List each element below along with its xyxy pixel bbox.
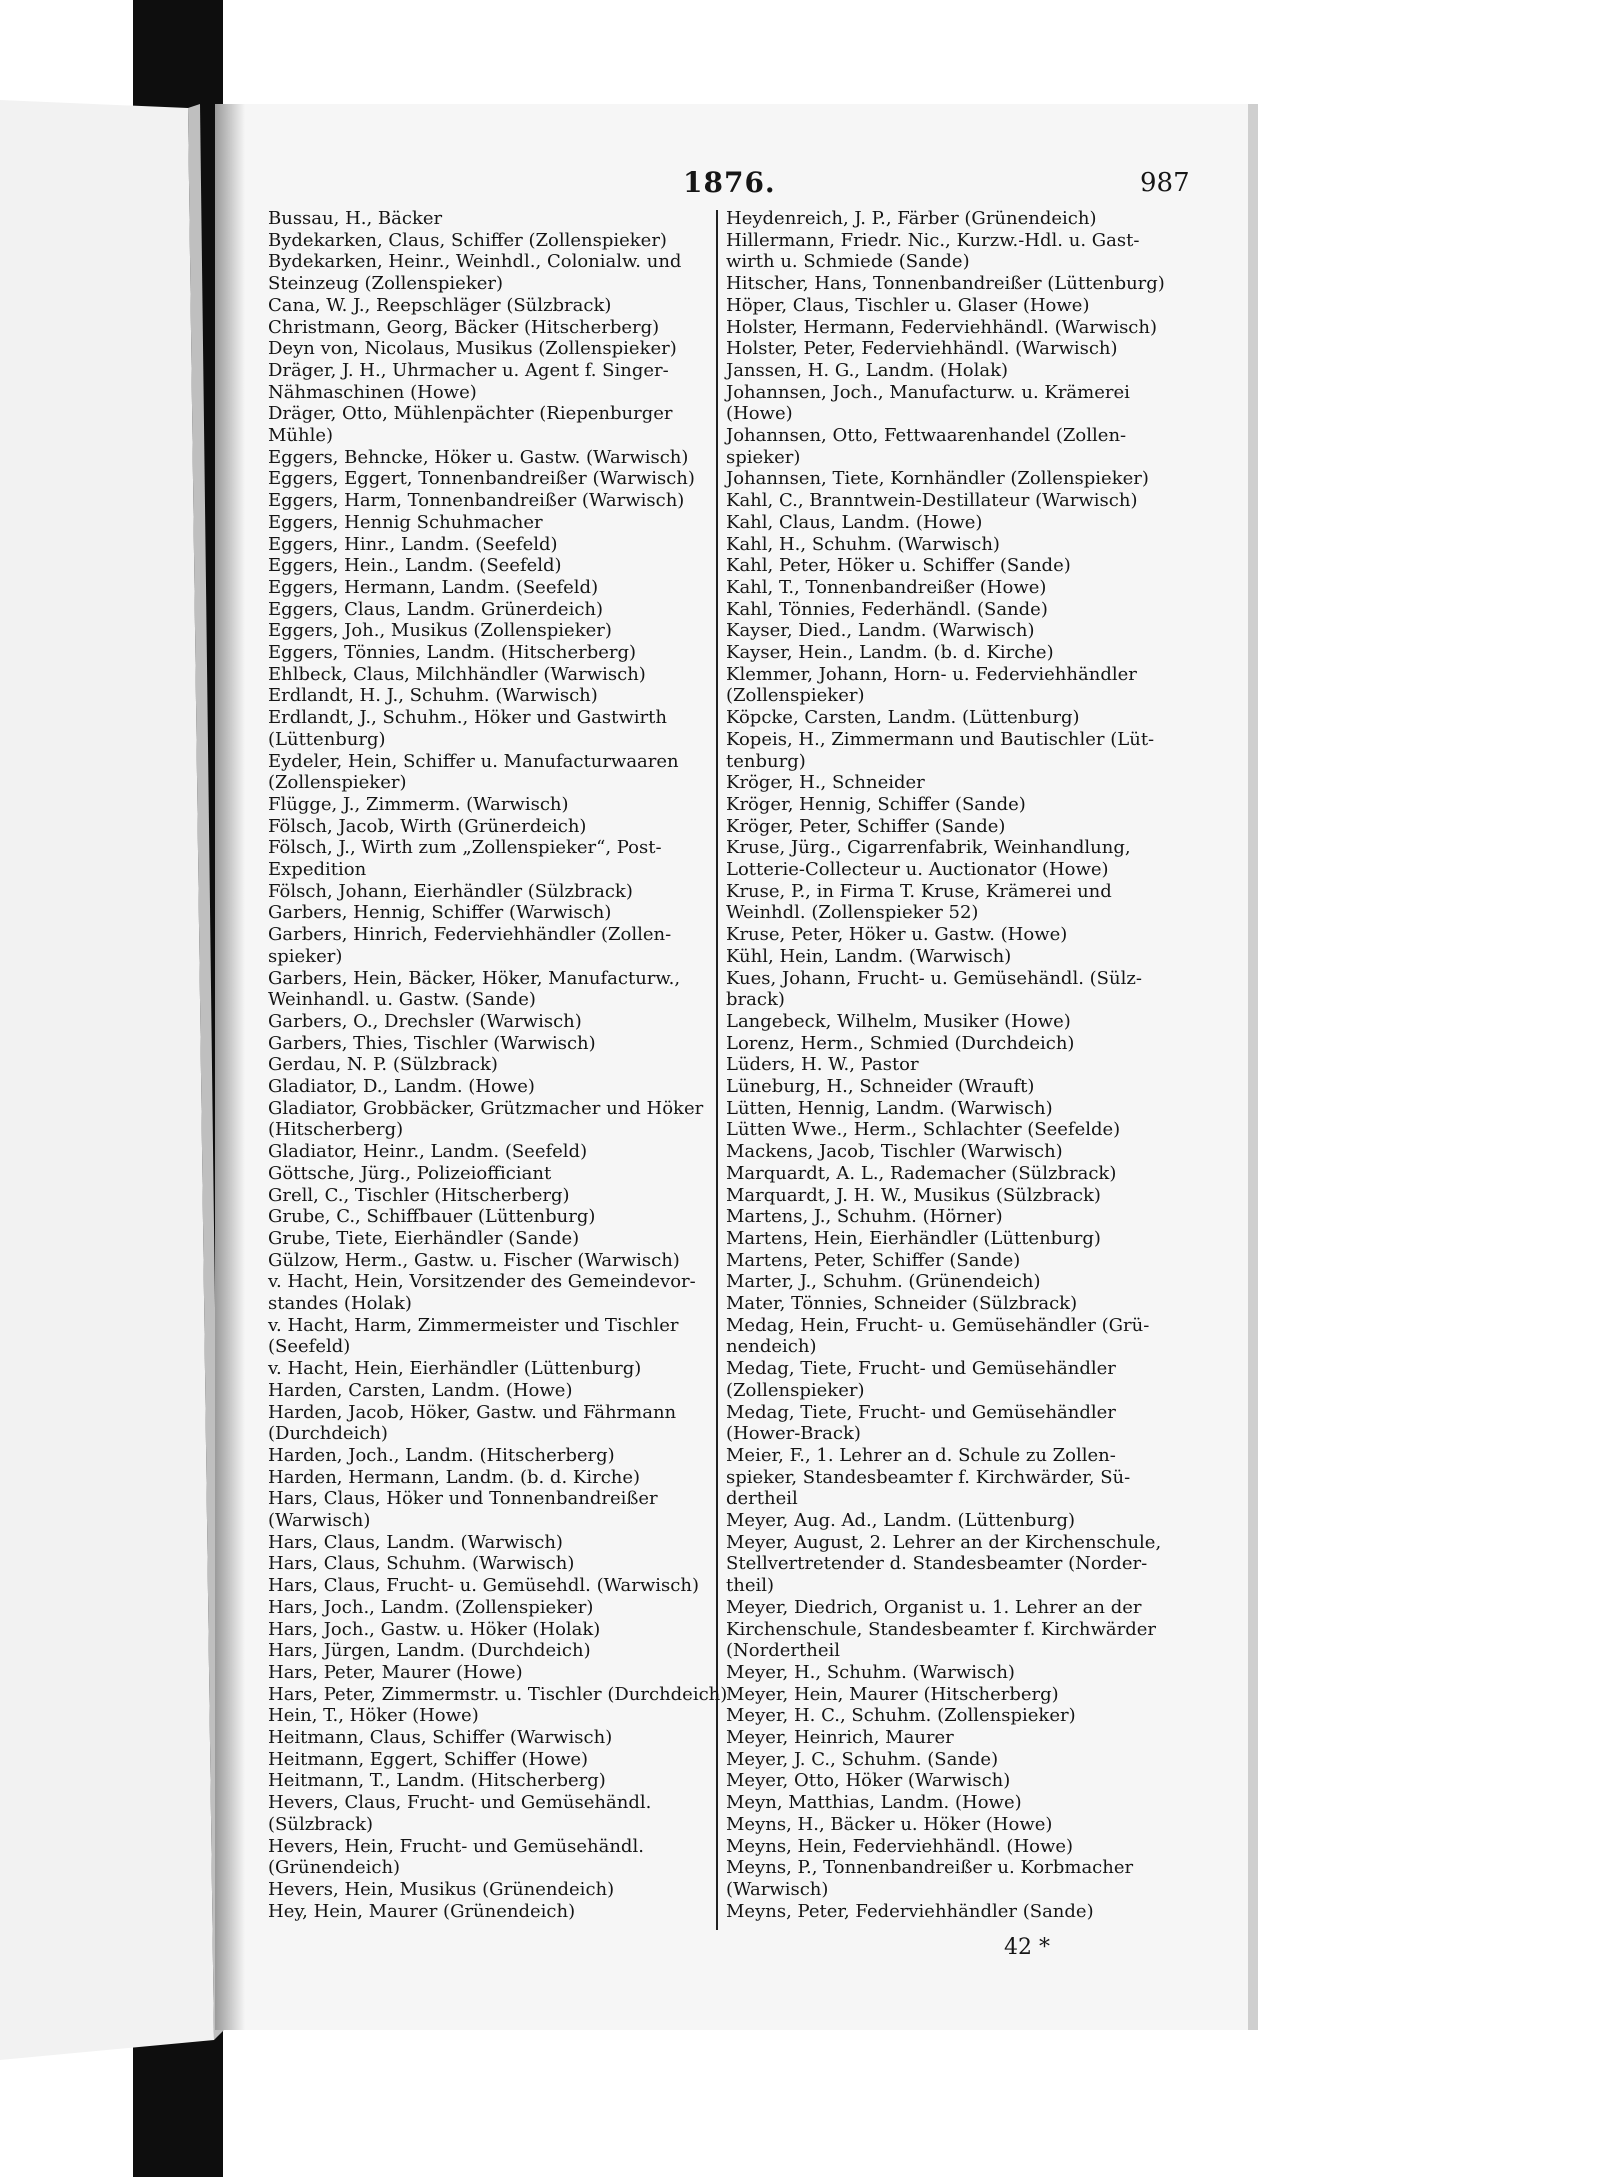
directory-entry-line: (Nordertheil [726, 1640, 840, 1662]
directory-entry-line: spieker) [268, 945, 343, 967]
directory-entry-line: Langebeck, Wilhelm, Musiker (Howe) [726, 1010, 1071, 1032]
directory-entry-line: Nähmaschinen (Howe) [268, 381, 477, 403]
directory-entry-line: Heydenreich, J. P., Färber (Grünendeich) [726, 208, 1097, 229]
directory-entry-line: theil) [726, 1575, 775, 1597]
column-divider [716, 210, 718, 1930]
directory-entry-line: Meyns, H., Bäcker u. Höker (Howe) [726, 1813, 1053, 1835]
directory-entry-line: Fölsch, J., Wirth zum „Zollenspieker“, Post- [268, 837, 662, 859]
directory-entry-line: Hars, Joch., Landm. (Zollenspieker) [268, 1596, 594, 1618]
directory-entry-line: Garbers, Hinrich, Federviehhändler (Zollen- [268, 924, 672, 946]
directory-entry-line: (Zollenspieker) [268, 772, 407, 794]
directory-entry-line: Dräger, Otto, Mühlenpächter (Riepenburger [268, 403, 673, 425]
header-year: 1876. [683, 166, 776, 199]
directory-entry-line: Gladiator, Grobbäcker, Grützmacher und Höker [268, 1097, 704, 1119]
directory-entry-line: Meyer, J. C., Schuhm. (Sande) [726, 1748, 999, 1770]
directory-entry-line: Harden, Jacob, Höker, Gastw. und Fährmann [268, 1401, 677, 1423]
directory-entry-line: Expedition [268, 859, 367, 880]
directory-entry-line: wirth u. Schmiede (Sande) [726, 251, 970, 273]
directory-entry-line: Medag, Tiete, Frucht- und Gemüsehändler [726, 1358, 1116, 1380]
directory-entry-line: Fölsch, Jacob, Wirth (Grünerdeich) [268, 815, 587, 837]
directory-entry-line: Meyer, H., Schuhm. (Warwisch) [726, 1661, 1015, 1683]
directory-entry-line: Erdlandt, J., Schuhm., Höker und Gastwirth [268, 707, 667, 729]
directory-entry-line: Mackens, Jacob, Tischler (Warwisch) [726, 1141, 1063, 1163]
directory-entry-line: Garbers, Hennig, Schiffer (Warwisch) [268, 902, 612, 924]
directory-entry-line: Lüders, H. W., Pastor [726, 1054, 919, 1076]
directory-entry-line: Garbers, Hein, Bäcker, Höker, Manufacturw., [268, 967, 681, 989]
directory-entry-line: Grell, C., Tischler (Hitscherberg) [268, 1184, 570, 1206]
directory-entry-line: Höper, Claus, Tischler u. Glaser (Howe) [726, 294, 1090, 316]
directory-entry-line: Marter, J., Schuhm. (Grünendeich) [726, 1271, 1041, 1293]
directory-entry-line: Kühl, Hein, Landm. (Warwisch) [726, 945, 1012, 967]
directory-entry-line: Stellvertretender d. Standesbeamter (Norder- [726, 1553, 1148, 1575]
directory-entry-line: (Durchdeich) [268, 1423, 388, 1445]
directory-entry-line: Kayser, Died., Landm. (Warwisch) [726, 620, 1035, 642]
directory-entry-line: Mühle) [268, 425, 334, 446]
directory-entry-line: Hars, Joch., Gastw. u. Höker (Holak) [268, 1618, 601, 1640]
directory-entry-line: (Zollenspieker) [726, 685, 865, 707]
directory-entry-line: Kröger, H., Schneider [726, 772, 925, 794]
directory-entry-line: spieker) [726, 446, 801, 468]
directory-entry-line: Hars, Claus, Frucht- u. Gemüsehdl. (Warwisch) [268, 1575, 699, 1597]
directory-entry-line: Lüneburg, H., Schneider (Wrauft) [726, 1076, 1035, 1097]
directory-entry-line: Eggers, Hein., Landm. (Seefeld) [268, 555, 562, 577]
directory-entry-line: Hillermann, Friedr. Nic., Kurzw.-Hdl. u. Gast- [726, 229, 1140, 251]
page-edge-shadow [1248, 104, 1258, 2030]
directory-entry-line: Medag, Tiete, Frucht- und Gemüsehändler [726, 1401, 1116, 1423]
directory-entry-line: (Hower-Brack) [726, 1423, 861, 1445]
directory-entry-line: Hevers, Hein, Musikus (Grünendeich) [268, 1878, 615, 1900]
directory-entry-line: v. Hacht, Hein, Eierhändler (Lüttenburg) [268, 1358, 642, 1380]
directory-entry-line: Lotterie-Collecteur u. Auctionator (Howe) [726, 859, 1109, 880]
directory-entry-line: Meyer, H. C., Schuhm. (Zollenspieker) [726, 1705, 1076, 1727]
directory-entry-line: Kayser, Hein., Landm. (b. d. Kirche) [726, 642, 1054, 663]
directory-entry-line: Mater, Tönnies, Schneider (Sülzbrack) [726, 1293, 1078, 1314]
directory-entry-line: dertheil [726, 1488, 798, 1510]
directory-entry-line: (Zollenspieker) [726, 1379, 865, 1401]
directory-entry-line: Kahl, Claus, Landm. (Howe) [726, 511, 983, 533]
directory-entry-line: (Grünendeich) [268, 1857, 401, 1879]
directory-entry-line: Marquardt, J. H. W., Musikus (Sülzbrack) [726, 1184, 1101, 1206]
directory-entry-line: Martens, J., Schuhm. (Hörner) [726, 1206, 1003, 1228]
directory-entry-line: Lütten, Hennig, Landm. (Warwisch) [726, 1097, 1053, 1119]
directory-entry-line: Meyer, August, 2. Lehrer an der Kirchenschule, [726, 1531, 1162, 1553]
directory-entry-line: Meyn, Matthias, Landm. (Howe) [726, 1792, 1022, 1814]
directory-entry-line: Flügge, J., Zimmerm. (Warwisch) [268, 793, 569, 815]
directory-entry-line: Hevers, Hein, Frucht- und Gemüsehändl. [268, 1835, 644, 1857]
directory-entry-line: Kröger, Peter, Schiffer (Sande) [726, 815, 1006, 837]
directory-entry-line: Hars, Claus, Höker und Tonnenbandreißer [268, 1488, 658, 1510]
directory-entry-line: Meyer, Otto, Höker (Warwisch) [726, 1770, 1011, 1792]
directory-entry-line: tenburg) [726, 750, 806, 772]
directory-entry-line: Eggers, Harm, Tonnenbandreißer (Warwisch) [268, 490, 685, 512]
directory-entry-line: Kahl, C., Branntwein-Destillateur (Warwisch) [726, 490, 1138, 512]
directory-entry-line: Meyns, Hein, Federviehhändl. (Howe) [726, 1835, 1074, 1857]
directory-entry-line: Harden, Carsten, Landm. (Howe) [268, 1379, 573, 1401]
directory-entry-line: Martens, Hein, Eierhändler (Lüttenburg) [726, 1227, 1101, 1249]
directory-entry-line: Bydekarken, Claus, Schiffer (Zollenspieker) [268, 229, 667, 251]
directory-entry-line: Meier, F., 1. Lehrer an d. Schule zu Zollen- [726, 1444, 1116, 1466]
directory-entry-line: Garbers, O., Drechsler (Warwisch) [268, 1010, 582, 1032]
directory-entry-line: Kopeis, H., Zimmermann und Bautischler (Lüt- [726, 728, 1155, 750]
directory-entry-line: (Warwisch) [268, 1510, 371, 1531]
directory-entry-line: Janssen, H. G., Landm. (Holak) [726, 359, 1009, 381]
directory-entry-line: Meyns, P., Tonnenbandreißer u. Korbmacher [726, 1857, 1134, 1879]
directory-entry-line: Cana, W. J., Reepschläger (Sülzbrack) [268, 294, 612, 316]
directory-entry-line: Kruse, Peter, Höker u. Gastw. (Howe) [726, 924, 1068, 946]
directory-entry-line: Kirchenschule, Standesbeamter f. Kirchwärder [726, 1618, 1157, 1640]
directory-entry-line: Heitmann, T., Landm. (Hitscherberg) [268, 1770, 606, 1792]
directory-entry-line: Heitmann, Eggert, Schiffer (Howe) [268, 1748, 589, 1770]
directory-entry-line: Garbers, Thies, Tischler (Warwisch) [268, 1032, 596, 1054]
directory-entry-line: Eydeler, Hein, Schiffer u. Manufacturwaaren [268, 750, 679, 772]
directory-entry-line: Lorenz, Herm., Schmied (Durchdeich) [726, 1032, 1075, 1054]
directory-entry-line: Eggers, Joh., Musikus (Zollenspieker) [268, 620, 612, 642]
directory-entry-line: Kahl, Tönnies, Federhändl. (Sande) [726, 598, 1048, 620]
directory-entry-line: Johannsen, Otto, Fettwaarenhandel (Zollen- [726, 425, 1127, 446]
left-page [0, 100, 214, 2060]
directory-entry-line: v. Hacht, Hein, Vorsitzender des Gemeindevor- [268, 1271, 696, 1293]
directory-entry-line: Deyn von, Nicolaus, Musikus (Zollenspieker) [268, 338, 677, 360]
directory-entry-line: Johannsen, Tiete, Kornhändler (Zollenspieker) [726, 468, 1149, 490]
directory-entry-line: Meyer, Aug. Ad., Landm. (Lüttenburg) [726, 1510, 1076, 1531]
directory-entry-line: Hein, T., Höker (Howe) [268, 1705, 479, 1727]
directory-entry-line: (Howe) [726, 403, 793, 425]
directory-entry-line: Steinzeug (Zollenspieker) [268, 273, 504, 295]
directory-entry-line: Kahl, T., Tonnenbandreißer (Howe) [726, 576, 1047, 598]
directory-entry-line: Hey, Hein, Maurer (Grünendeich) [268, 1900, 576, 1922]
directory-entry-line: Eggers, Hermann, Landm. (Seefeld) [268, 576, 599, 598]
page-number: 987 [1140, 168, 1190, 198]
directory-entry-line: (Warwisch) [726, 1878, 829, 1900]
directory-entry-line: v. Hacht, Harm, Zimmermeister und Tischler [268, 1314, 679, 1336]
directory-entry-line: Eggers, Hennig Schuhmacher [268, 511, 543, 533]
directory-entry-line: brack) [726, 989, 785, 1011]
directory-entry-line: Bydekarken, Heinr., Weinhdl., Colonialw. und [268, 251, 682, 273]
directory-entry-line: Kahl, H., Schuhm. (Warwisch) [726, 533, 1000, 555]
directory-entry-line: (Sülzbrack) [268, 1813, 374, 1835]
directory-entry-line: Johannsen, Joch., Manufacturw. u. Krämerei [726, 381, 1130, 403]
directory-entry-line: Bussau, H., Bäcker [268, 208, 443, 229]
directory-entry-line: Grube, Tiete, Eierhändler (Sande) [268, 1227, 580, 1249]
directory-entry-line: Weinhdl. (Zollenspieker 52) [726, 902, 979, 924]
directory-entry-line: Martens, Peter, Schiffer (Sande) [726, 1249, 1021, 1271]
directory-entry-line: Meyer, Diedrich, Organist u. 1. Lehrer an der [726, 1596, 1142, 1618]
directory-entry-line: standes (Holak) [268, 1293, 412, 1314]
directory-entry-line: Weinhandl. u. Gastw. (Sande) [268, 989, 536, 1011]
directory-entry-line: Dräger, J. H., Uhrmacher u. Agent f. Singer- [268, 359, 669, 381]
directory-entry-line: Meyer, Hein, Maurer (Hitscherberg) [726, 1683, 1059, 1705]
directory-entry-line: Eggers, Hinr., Landm. (Seefeld) [268, 533, 558, 555]
directory-entry-line: Eggers, Behncke, Höker u. Gastw. (Warwisch) [268, 446, 689, 468]
directory-entry-line: Gladiator, D., Landm. (Howe) [268, 1076, 535, 1097]
directory-entry-line: Grube, C., Schiffbauer (Lüttenburg) [268, 1206, 596, 1228]
directory-entry-line: Hars, Peter, Zimmermstr. u. Tischler (Durchdeich) [268, 1683, 728, 1705]
directory-entry-line: Marquardt, A. L., Rademacher (Sülzbrack) [726, 1162, 1117, 1184]
directory-entry-line: Harden, Hermann, Landm. (b. d. Kirche) [268, 1466, 641, 1488]
directory-entry-line: (Lüttenburg) [268, 728, 386, 750]
directory-entry-line: Eggers, Eggert, Tonnenbandreißer (Warwisch) [268, 468, 695, 490]
directory-entry-line: (Seefeld) [268, 1336, 351, 1358]
directory-entry-line: Christmann, Georg, Bäcker (Hitscherberg) [268, 316, 660, 338]
directory-entry-line: Hars, Peter, Maurer (Howe) [268, 1661, 523, 1683]
directory-entry-line: Harden, Joch., Landm. (Hitscherberg) [268, 1444, 615, 1466]
directory-entry-line: Köpcke, Carsten, Landm. (Lüttenburg) [726, 707, 1080, 729]
directory-entry-line: Kruse, P., in Firma T. Kruse, Krämerei und [726, 880, 1112, 902]
directory-entry-line: Gladiator, Heinr., Landm. (Seefeld) [268, 1141, 588, 1163]
directory-entry-line: Kruse, Jürg., Cigarrenfabrik, Weinhandlung, [726, 837, 1131, 859]
directory-entry-line: Göttsche, Jürg., Polizeiofficiant [268, 1162, 552, 1184]
directory-entry-line: Gerdau, N. P. (Sülzbrack) [268, 1054, 498, 1076]
directory-entry-line: Holster, Hermann, Federviehhändl. (Warwisch) [726, 316, 1158, 338]
directory-entry-line: Kahl, Peter, Höker u. Schiffer (Sande) [726, 555, 1071, 577]
directory-entry-line: Meyns, Peter, Federviehhändler (Sande) [726, 1900, 1094, 1922]
directory-entry-line: Eggers, Tönnies, Landm. (Hitscherberg) [268, 642, 637, 663]
directory-entry-line: Kues, Johann, Frucht- u. Gemüsehändl. (Sülz- [726, 967, 1142, 989]
directory-entry-line: Hitscher, Hans, Tonnenbandreißer (Lüttenburg) [726, 273, 1165, 295]
directory-entry-line: Erdlandt, H. J., Schuhm. (Warwisch) [268, 685, 598, 707]
directory-entry-line: Ehlbeck, Claus, Milchhändler (Warwisch) [268, 663, 646, 685]
directory-entry-line: Fölsch, Johann, Eierhändler (Sülzbrack) [268, 880, 633, 902]
directory-entry-line: Eggers, Claus, Landm. Grünerdeich) [268, 598, 604, 620]
directory-entry-line: Hars, Claus, Landm. (Warwisch) [268, 1531, 563, 1553]
directory-entry-line: Kröger, Hennig, Schiffer (Sande) [726, 793, 1026, 815]
directory-entry-line: Meyer, Heinrich, Maurer [726, 1727, 954, 1748]
directory-entry-line: Hevers, Claus, Frucht- und Gemüsehändl. [268, 1792, 652, 1814]
directory-entry-line: Heitmann, Claus, Schiffer (Warwisch) [268, 1727, 613, 1748]
directory-entry-line: spieker, Standesbeamter f. Kirchwärder, Sü- [726, 1466, 1131, 1488]
directory-entry-line: (Hitscherberg) [268, 1119, 404, 1141]
directory-entry-line: Holster, Peter, Federviehhändl. (Warwisch) [726, 338, 1118, 360]
directory-entry-line: Hars, Claus, Schuhm. (Warwisch) [268, 1553, 575, 1575]
directory-entry-line: Hars, Jürgen, Landm. (Durchdeich) [268, 1640, 591, 1662]
directory-entry-line: Gülzow, Herm., Gastw. u. Fischer (Warwisch) [268, 1249, 680, 1271]
directory-entry-line: Lütten Wwe., Herm., Schlachter (Seefelde) [726, 1119, 1121, 1141]
directory-entry-line: nendeich) [726, 1336, 817, 1358]
directory-entry-line: Klemmer, Johann, Horn- u. Federviehhändler [726, 663, 1137, 685]
signature-mark: 42 * [1004, 1935, 1050, 1960]
directory-entry-line: Medag, Hein, Frucht- u. Gemüsehändler (Grü- [726, 1314, 1150, 1336]
